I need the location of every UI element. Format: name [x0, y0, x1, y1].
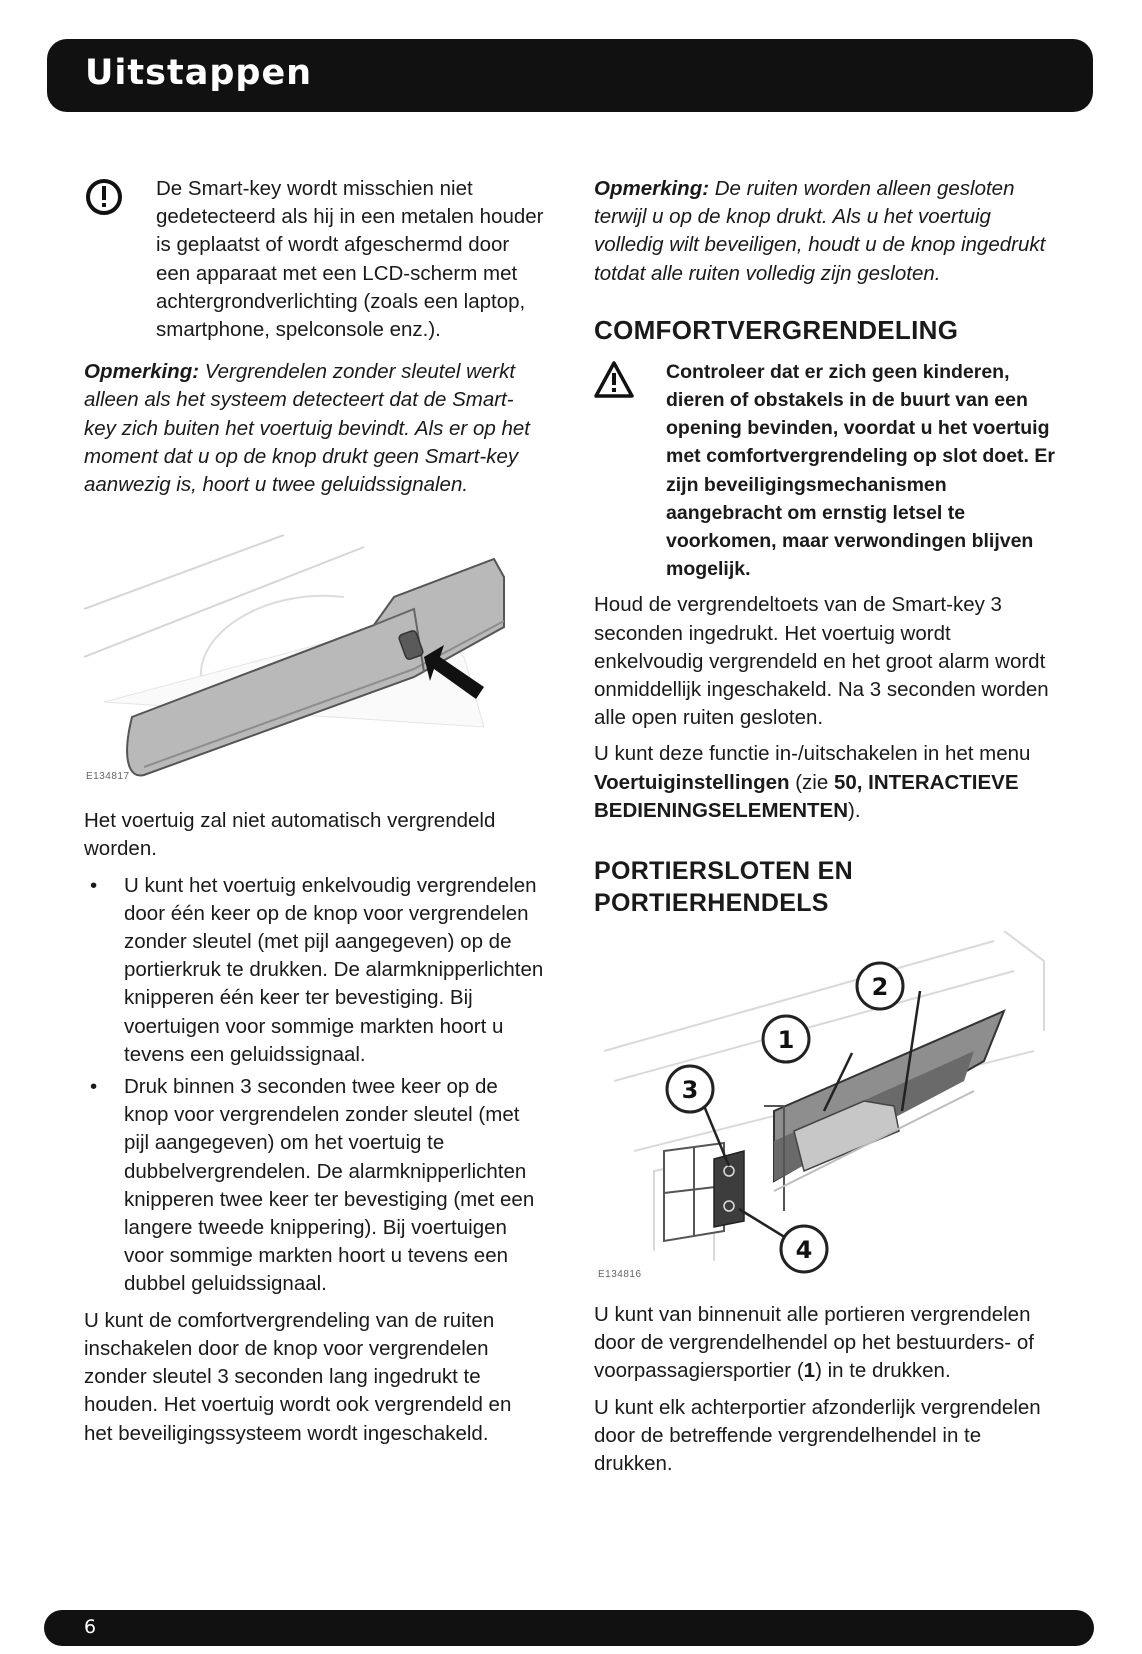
para-hold-key: Houd de vergrendeltoets van de Smart-key 3 seconden ingedrukt. Het voertuig wordt enkelvoudig vergrendeld en het groot alarm wordt onmiddellijk ingeschakeld. Na 3 seconden worden alle open ruiten gesloten.	[594, 593, 1049, 730]
heading-portiersloten: PORTIERSLOTEN EN PORTIERHENDELS	[594, 857, 853, 918]
note-label: Opmerking:	[594, 177, 710, 200]
smartkey-note	[84, 175, 544, 344]
left-column	[84, 175, 544, 1456]
note-windows	[594, 175, 1064, 288]
warning-block	[594, 358, 1064, 584]
para-no-auto-lock: Het voertuig zal niet automatisch vergrendeld worden.	[84, 809, 496, 861]
note-label: Opmerking:	[84, 360, 200, 384]
menu-text: U kunt deze functie in-/uitschakelen in het menu	[594, 742, 1031, 766]
bullet-mark: •	[90, 873, 98, 897]
right-column	[594, 175, 1064, 1486]
door-lock-figure	[594, 931, 1064, 1301]
exclamation-circle-icon	[84, 177, 124, 217]
page-header	[47, 39, 1093, 112]
note-keyless	[84, 358, 544, 499]
door-lock-illustration	[594, 931, 1064, 1281]
inside-text: ) in te drukken.	[815, 1359, 951, 1383]
list-item	[84, 872, 544, 1069]
door-handle-illustration	[84, 517, 544, 787]
list-item-text: Druk binnen 3 seconden twee keer op de knop voor vergrendelen zonder sleutel (met pijl aangegeven) om het voertuig te dubbelvergrendelen. De alarmknipperlichten knipperen twee keer ter bevestiging (met een langere tweede knippering). Bij voertuigen voor sommige markten hoort u tevens een dubbel geluidssignaal.	[124, 1075, 535, 1296]
list-item-text: U kunt het voertuig enkelvoudig vergrendelen door één keer op de knop voor vergrendelen zonder sleutel (met pijl aangegeven) op de portierkruk te drukken. De alarmknipperlichten knipperen één keer ter bevestiging. Bij voertuigen voor sommige markten hoort u tevens een geluidssignaal.	[124, 873, 544, 1066]
door-handle-figure	[84, 517, 544, 807]
warning-triangle-icon	[594, 360, 634, 400]
heading-comfortvergrendeling: COMFORTVERGRENDELING	[594, 314, 959, 345]
figure-code: E134816	[598, 1269, 642, 1281]
note-text: Vergrendelen zonder sleutel werkt alleen als het systeem detecteert dat de Smart-key zich buiten het voertuig bevindt. Als er op het moment dat u op de knop drukt geen Smart-key aanwezig is, hoort u twee geluidssignalen.	[84, 360, 530, 497]
para-menu	[594, 740, 1064, 825]
callout-4: 4	[795, 1236, 813, 1265]
warning-text: Controleer dat er zich geen kinderen, dieren of obstakels in de buurt van een opening bevinden, voordat u het voertuig met comfortvergrendeling op slot doet. Er zijn beveiligingsmechanismen aangebracht om ernstig letsel te voorkomen, maar verwondingen blijven mogelijk.	[666, 360, 1055, 581]
bullet-mark: •	[90, 1075, 98, 1099]
inside-ref: 1	[803, 1359, 816, 1383]
callout-3: 3	[681, 1076, 699, 1105]
callout-1: 1	[777, 1026, 795, 1055]
para-comfort-windows: U kunt de comfortvergrendeling van de ruiten inschakelen door de knop voor vergrendelen zonder sleutel 3 seconden lang ingedrukt te houden. Het voertuig wordt ook vergrendeld en het beveiligingssysteem wordt ingeschakeld.	[84, 1308, 512, 1445]
para-inside-lock	[594, 1301, 1064, 1386]
list-item	[84, 1073, 544, 1299]
menu-text: (zie	[789, 770, 834, 794]
para-rear-doors: U kunt elk achterportier afzonderlijk vergrendelen door de betreffende vergrendelhendel in te drukken.	[594, 1395, 1041, 1476]
smartkey-note-text: De Smart-key wordt misschien niet gedetecteerd als hij in een metalen houder is geplaatst of wordt afgeschermd door een apparaat met een LCD-scherm met achtergrondverlichting (zoals een laptop, smartphone, spelconsole enz.).	[156, 177, 544, 342]
menu-link-vehicle-settings: Voertuiginstellingen	[594, 770, 790, 794]
inside-text: U kunt van binnenuit alle portieren vergrendelen door de vergrendelhendel op het bestuurders- of voorpassagiersportier (	[594, 1303, 1034, 1383]
page-footer	[44, 1610, 1094, 1646]
note-text: De ruiten worden alleen gesloten terwijl u op de knop drukt. Als u het voertuig volledig wilt beveiligen, houdt u de knop ingedrukt totdat alle ruiten volledig zijn gesloten.	[594, 177, 1046, 285]
figure-code: E134817	[86, 771, 130, 783]
menu-reference: 50, INTERACTIEVE BEDIENINGSELEMENTEN	[594, 770, 1019, 822]
callout-2: 2	[871, 973, 889, 1002]
page-number: 6	[84, 1616, 97, 1638]
page-title: Uitstappen	[85, 53, 313, 93]
menu-text: ).	[848, 798, 861, 822]
locking-bullets	[84, 872, 544, 1299]
